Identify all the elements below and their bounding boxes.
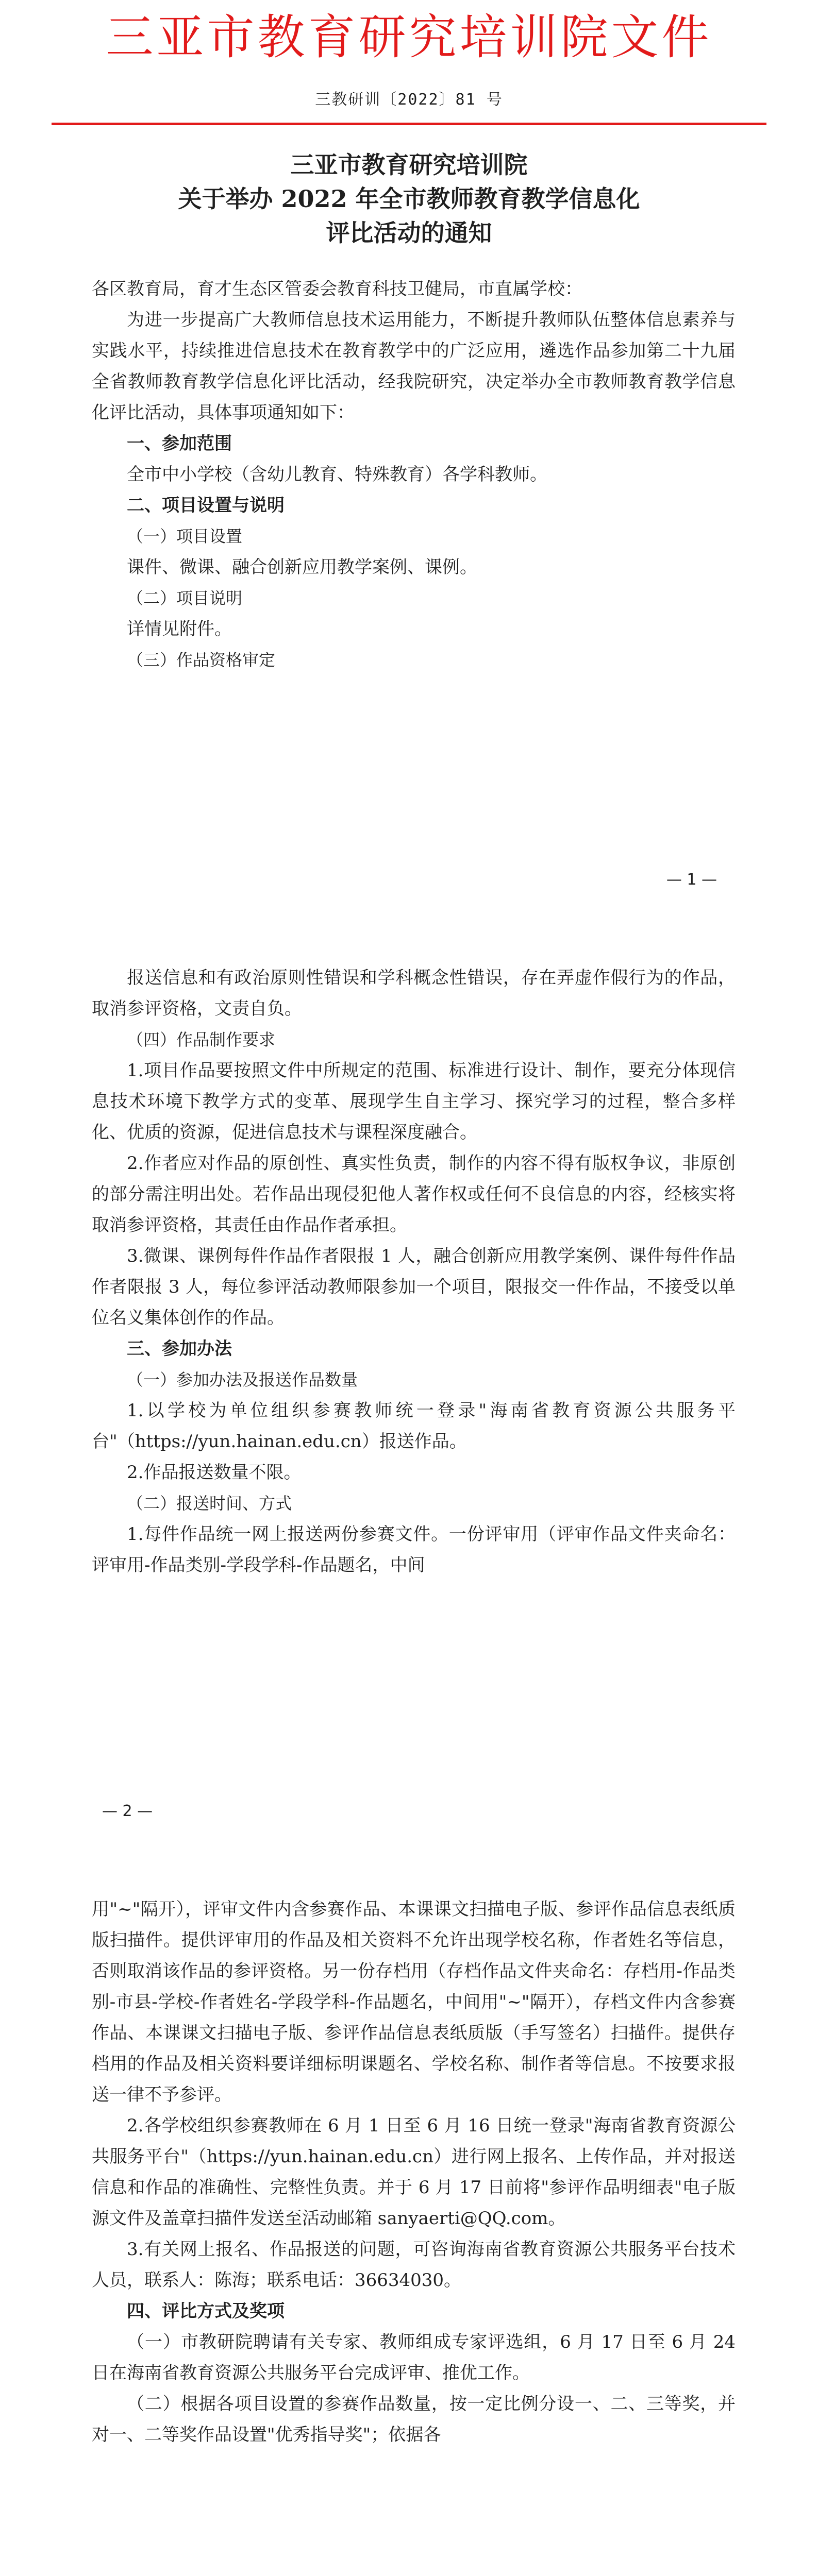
sub-heading: （二）报送时间、方式 bbox=[127, 1494, 292, 1513]
section-heading-3: 三、参加办法 bbox=[127, 1338, 232, 1359]
section-heading-1: 一、参加范围 bbox=[127, 433, 232, 454]
paragraph: 3.微课、课例每件作品作者限报 1 人，融合创新应用教学案例、课件每件作品作者限报 3 人，每位参评活动教师限参加一个项目，限报交一件作品，不接受以单位名义集体创作的作品。 bbox=[92, 1246, 736, 1328]
document-header bbox=[0, 0, 818, 109]
paragraph: 用"~"隔开），评审文件内含参赛作品、本课课文扫描电子版、参评作品信息表纸质版扫描件。提供评审用的作品及相关资料不允许出现学校名称，作者姓名等信息，否则取消该作品的参评资格。另一份存档用（存档作品文件夹命名：存档用-作品类别-市县-学校-作者姓名-学段学科-作品题名，中间用"~"隔开），存档文件内含参赛作品、本课课文扫描电子版、参评作品信息表纸质版（手写签名）扫描件。提供存档用的作品及相关资料要详细标明课题名、学校名称、制作者等信息。不按要求报送一律不予参评。 bbox=[92, 1899, 736, 2105]
paragraph: 全市中小学校（含幼儿教育、特殊教育）各学科教师。 bbox=[127, 464, 547, 485]
page-3-body bbox=[92, 1863, 736, 2450]
section-heading-2: 二、项目设置与说明 bbox=[127, 495, 285, 516]
paragraph: 1.每件作品统一网上报送两份参赛文件。一份评审用（评审作品文件夹命名：评审用-作品类别-学段学科-作品题名，中间 bbox=[92, 1524, 736, 1575]
notice-title bbox=[0, 148, 818, 250]
salutation: 各区教育局，育才生态区管委会教育科技卫健局，市直属学校： bbox=[92, 279, 582, 299]
sub-heading: （三）作品资格审定 bbox=[127, 650, 276, 670]
paragraph: 3.有关网上报名、作品报送的问题，可咨询海南省教育资源公共服务平台技术人员，联系人：陈海；联系电话：36634030。 bbox=[92, 2239, 736, 2291]
sub-heading: （一）项目设置 bbox=[127, 527, 243, 546]
paragraph: 1.项目作品要按照文件中所规定的范围、标准进行设计、制作，要充分体现信息技术环境下教学方式的变革、展现学生自主学习、探究学习的过程，整合多样化、优质的资源，促进信息技术与课程深度融合。 bbox=[92, 1060, 736, 1143]
sub-heading: （四）作品制作要求 bbox=[127, 1030, 276, 1049]
red-divider bbox=[52, 123, 766, 125]
page-1 bbox=[0, 0, 818, 931]
page-2 bbox=[0, 931, 818, 1863]
sub-heading: （二）项目说明 bbox=[127, 588, 243, 608]
sub-heading: （一）参加办法及报送作品数量 bbox=[127, 1370, 358, 1389]
paragraph: 报送信息和有政治原则性错误和学科概念性错误，存在弄虚作假行为的作品，取消参评资格，文责自负。 bbox=[92, 968, 736, 1019]
paragraph: 2.作品报送数量不限。 bbox=[127, 1462, 302, 1483]
section-heading-4: 四、评比方式及奖项 bbox=[127, 2301, 285, 2321]
paragraph: 1.以学校为单位组织参赛教师统一登录"海南省教育资源公共服务平台"（https://yun.hainan.edu.cn）报送作品。 bbox=[92, 1400, 736, 1452]
page-2-body bbox=[92, 931, 736, 1581]
document-number: 三教研训〔2022〕81 号 bbox=[315, 91, 503, 109]
paragraph: 2.各学校组织参赛教师在 6 月 1 日至 6 月 16 日统一登录"海南省教育资源公共服务平台"（https://yun.hainan.edu.cn）进行网上报名、上传作品，并对报送信息和作品的准确性、完整性负责。并于 6 月 17 日前将"参评作品明细表"电子版源文件及盖章扫描件发送至活动邮箱 sanyaerti@QQ.com。 bbox=[92, 2115, 736, 2229]
intro-paragraph: 为进一步提高广大教师信息技术运用能力，不断提升教师队伍整体信息素养与实践水平，持续推进信息技术在教育教学中的广泛应用，遴选作品参加第二十九届全省教师教育教学信息化评比活动，经我院研究，决定举办全市教师教育教学信息化评比活动，具体事项通知如下： bbox=[92, 310, 736, 423]
title-line-1: 三亚市教育研究培训院 bbox=[290, 151, 528, 179]
paragraph: 2.作者应对作品的原创性、真实性负责，制作的内容不得有版权争议，非原创的部分需注明出处。若作品出现侵犯他人著作权或任何不良信息的内容，经核实将取消参评资格，其责任由作品作者承担。 bbox=[92, 1153, 736, 1235]
paragraph: 详情见附件。 bbox=[127, 619, 232, 639]
paragraph: 课件、微课、融合创新应用教学案例、课例。 bbox=[127, 557, 477, 578]
page-number: — 1 — bbox=[666, 871, 717, 889]
page-3 bbox=[0, 1863, 818, 2576]
title-line-3: 评比活动的通知 bbox=[326, 219, 492, 247]
paragraph: （一）市教研院聘请有关专家、教师组成专家评选组，6 月 17 日至 6 月 24 日在海南省教育资源公共服务平台完成评审、推优工作。 bbox=[92, 2332, 736, 2383]
paragraph: （二）根据各项目设置的参赛作品数量，按一定比例分设一、二、三等奖，并对一、二等奖作品设置"优秀指导奖"；依据各 bbox=[92, 2394, 736, 2445]
red-header-title: 三亚市教育研究培训院文件 bbox=[106, 10, 712, 65]
page-1-body bbox=[92, 274, 736, 675]
title-line-2: 关于举办 2022 年全市教师教育教学信息化 bbox=[178, 185, 640, 213]
page-number: — 2 — bbox=[102, 1802, 153, 1820]
